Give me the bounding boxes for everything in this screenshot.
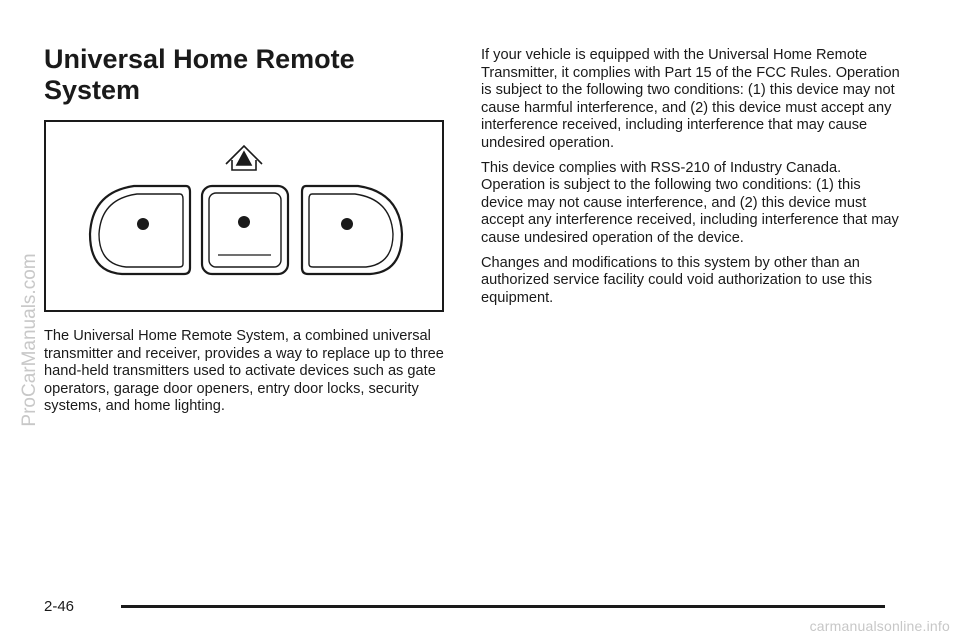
remote-buttons-drawing [46,122,446,314]
center-button-indicator [238,216,250,228]
intro-paragraph: The Universal Home Remote System, a combined universal transmitter and receiver, provides a way to replace up to three hand-held transmitters used to activate devices such as gate operators, garage door openers, entry door locks, security systems, and home lighting. [44,328,444,415]
watermark [10,230,50,450]
center-remote-button[interactable] [202,186,288,274]
house-icon [226,146,262,170]
footer-url: carmanualsonline.info [809,618,950,634]
modifications-paragraph: Changes and modifications to this system by other than an authorized service facility could void authorization to use this equipment. [481,254,872,306]
left-remote-button[interactable] [90,186,190,274]
remote-buttons-illustration [44,120,444,312]
right-button-indicator [341,218,353,230]
page-number: 2-46 [44,598,75,615]
right-column [481,47,901,314]
section-heading: Universal Home Remote System [44,44,355,105]
fcc-paragraph: If your vehicle is equipped with the Universal Home Remote Transmitter, it complies with Part 15 of the FCC Rules. Operation is subject to the following two conditions: (1) this device may not cause harmful interference, and (2) this device must accept any interference received, including interference that may cause undesired operation. [481,47,900,151]
footer-rule [121,605,885,608]
industry-canada-paragraph: This device complies with RSS-210 of Industry Canada. Operation is subject to the following two conditions: (1) this device may not cause interference, and (2) this device must accept any interference received, including interference that may cause undesired operation of the device. [481,159,899,246]
left-button-indicator [137,218,149,230]
watermark-text: ProCarManuals.com [19,253,40,427]
right-remote-button[interactable] [302,186,402,274]
